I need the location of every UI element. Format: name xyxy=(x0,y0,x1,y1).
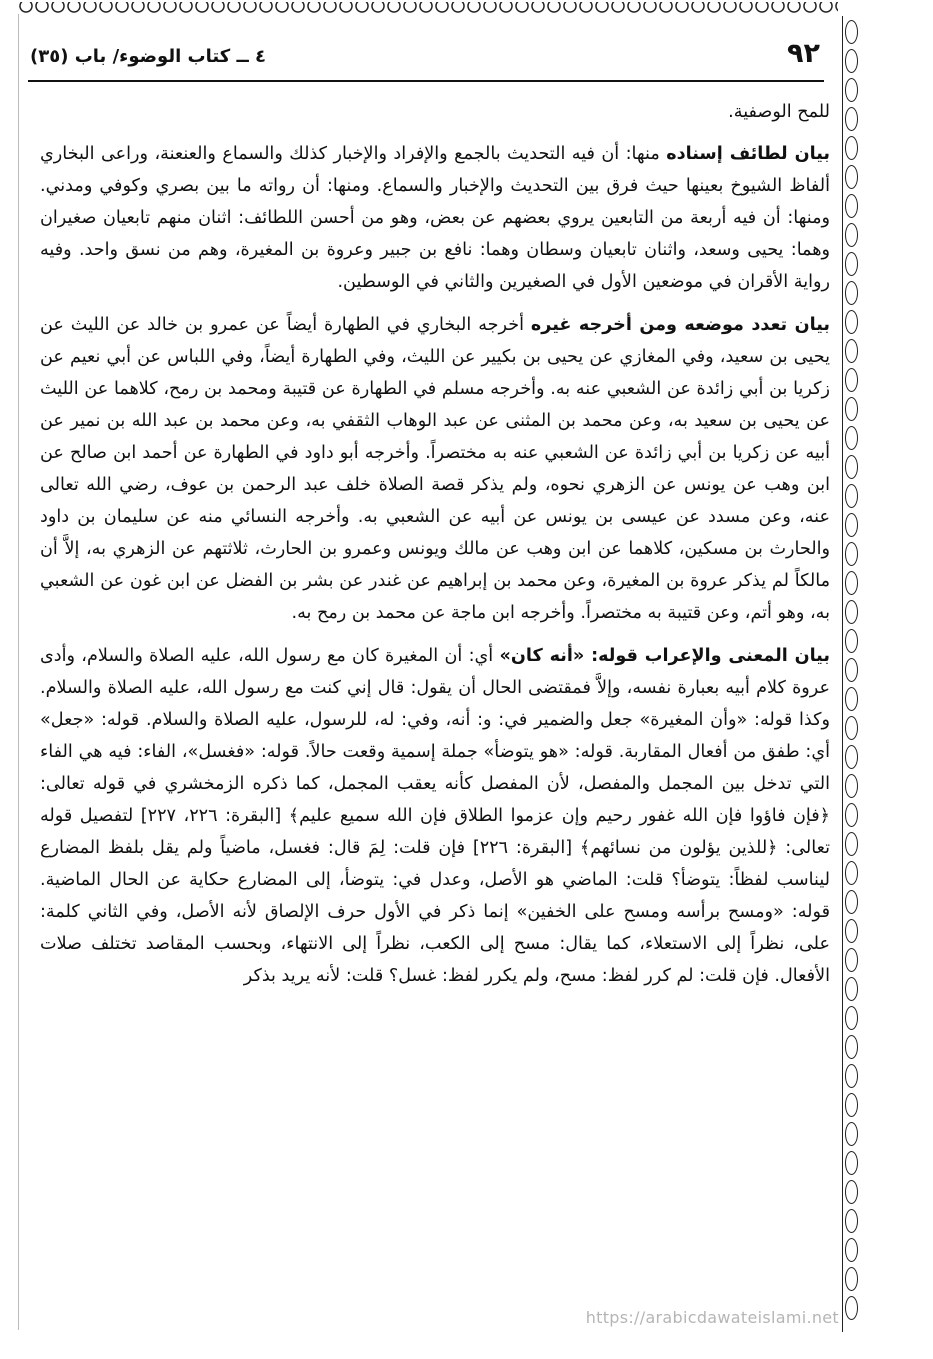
border-ring xyxy=(845,890,858,914)
border-ring xyxy=(845,803,858,827)
border-ring xyxy=(845,1296,858,1320)
paragraph-continuation xyxy=(40,96,830,128)
page-number: ٩٢ xyxy=(787,38,820,69)
border-ring xyxy=(845,571,858,595)
paragraph-isnad-subtleties xyxy=(40,138,830,298)
border-ring xyxy=(845,832,858,856)
border-ring xyxy=(845,455,858,479)
paragraph-sources xyxy=(40,309,830,630)
border-ring xyxy=(845,1180,858,1204)
border-ring xyxy=(845,977,858,1001)
border-ring xyxy=(845,20,858,44)
border-ring xyxy=(845,252,858,276)
border-ring xyxy=(845,1122,858,1146)
border-ring xyxy=(845,774,858,798)
page-header xyxy=(28,40,824,82)
border-ring xyxy=(845,687,858,711)
border-ring xyxy=(845,919,858,943)
border-ring xyxy=(845,1006,858,1030)
border-ring xyxy=(845,194,858,218)
border-ring xyxy=(845,397,858,421)
border-ring xyxy=(845,1035,858,1059)
border-ring xyxy=(845,1093,858,1117)
border-ring xyxy=(845,165,858,189)
border-ring xyxy=(845,513,858,537)
border-ring xyxy=(845,745,858,769)
border-ring xyxy=(845,281,858,305)
border-ring xyxy=(845,107,858,131)
border-ring xyxy=(845,310,858,334)
running-title: ٤ ــ كتاب الوضوء/ باب (٣٥) xyxy=(30,46,267,67)
border-ring xyxy=(845,1064,858,1088)
border-ring xyxy=(845,339,858,363)
border-ring xyxy=(845,629,858,653)
page-body xyxy=(40,96,830,1003)
paragraph-meaning-grammar xyxy=(40,640,830,993)
border-ring xyxy=(845,861,858,885)
border-ring xyxy=(845,542,858,566)
border-ring xyxy=(845,1209,858,1233)
border-ring xyxy=(845,426,858,450)
section-heading: بيان المعنى والإعراب قوله: «أنه كان» xyxy=(499,645,830,666)
border-ring xyxy=(845,49,858,73)
section-heading: بيان تعدد موضعه ومن أخرجه غيره xyxy=(530,314,830,335)
decorative-top-border xyxy=(18,2,838,18)
border-ring xyxy=(845,716,858,740)
section-heading: بيان لطائف إسناده xyxy=(666,144,830,165)
border-ring xyxy=(845,948,858,972)
paragraph-text: منها: أن فيه التحديث بالجمع والإفراد والإخبار كذلك والسماع والعنعنة، وراعى البخاري ألفاظ الشيوخ بعينها حيث فرق بين التحديث والإخبار والسماع. ومنها: أن رواته ما بين بصري وكوفي ومدني. ومنها: أن فيه أربعة من التابعين يروي بعضهم عن بعض، وهو من أحسن اللطائف: اثنان منهم تابعيان صغيران وهما: يحيى وسعد، واثنان تابعيان وسطان وهما: نافع بن جبير وعروة بن المغيرة، وهم من نسق واحد. وفيه رواية الأقران في موضعين الأول في الصغيرين والثاني في الوسطين. xyxy=(40,144,830,293)
border-ring xyxy=(845,136,858,160)
paragraph-text: للمح الوصفية. xyxy=(728,102,830,122)
border-ring xyxy=(845,1267,858,1291)
border-ring xyxy=(845,658,858,682)
border-ring xyxy=(845,223,858,247)
decorative-right-border xyxy=(842,16,861,1332)
paragraph-text: أي: أن المغيرة كان مع رسول الله، عليه الصلاة والسلام، وأدى عروة كلام أبيه بعبارة نفسه، وإلاَّ فمقتضى الحال أن يقول: قال إني كنت مع رسول الله، عليه الصلاة والسلام. وكذا قوله: «وأن المغيرة» جعل والضمير في: و: أنه، وفي: له، للرسول، عليه الصلاة والسلام. قوله: «جعل» أي: طفق من أفعال المقاربة. قوله: «هو يتوضأ» جملة إسمية وقعت حالاً. قوله: «فغسل»، الفاء: فيه هي الفاء التي تدخل بين المجمل والمفصل، لأن المفصل كأنه يعقب المجمل، كما ذكره الزمخشري في قوله تعالى: ﴿فإن فاؤوا فإن الله غفور رحيم وإن عزموا الطلاق فإن الله سميع عليم﴾ [البقرة: ٢٢٦، ٢٢٧] لتفصيل قوله تعالى: ﴿للذين يؤلون من نسائهم﴾ [البقرة: ٢٢٦] فإن قلت: لِمَ قال: فغسل، ماضياً ولم يقل بلفظ المضارع ليناسب لفظاً: يتوضأ؟ قلت: الماضي هو الأصل، وعدل في: يتوضأ، إلى المضارع حكاية عن الحال الماضية. قوله: «ومسح برأسه ومسح على الخفين» إنما ذكر في الأول حرف الإلصاق لأنه الأصل، وفي الثاني كلمة: على، نظراً إلى الاستعلاء، كما يقال: مسح إلى الكعب، نظراً إلى الانتهاء، وبحسب المقاصد تختلف صلات الأفعال. فإن قلت: لم كرر لفظ: مسح، ولم يكرر لفظ: غسل؟ قلت: لأنه يريد بذكر xyxy=(40,645,830,987)
border-ring xyxy=(845,600,858,624)
border-ring xyxy=(845,1151,858,1175)
border-ring xyxy=(845,484,858,508)
watermark-url: https://arabicdawateislami.net xyxy=(585,1308,839,1327)
border-ring xyxy=(845,368,858,392)
left-edge-line xyxy=(18,14,20,1330)
paragraph-text: أخرجه البخاري في الطهارة أيضاً عن عمرو بن خالد عن الليث عن يحيى بن سعيد، وفي المغازي عن يحيى بن بكيير عن الليث، وفي الطهارة أيضاً، وفي اللباس عن أبي نعيم عن زكريا بن أبي زائدة عن الشعبي عنه به. وأخرجه مسلم في الطهارة عن قتيبة ومحمد بن رمح، كلاهما عن الليث عن يحيى بن سعيد به، وعن محمد بن المثنى عن عبد الوهاب الثقفي به، وعن محمد بن عبد الله بن نمير عن أبيه عن زكريا بن أبي زائدة عن الشعبي عنه به مختصراً. وأخرجه أبو داود في الطهارة عن أحمد ابن صالح عن ابن وهب عن يونس عن الزهري نحوه، ولم يذكر قصة الصلاة خلف عبد الرحمن بن عوف، رضي الله تعالى عنه، وعن مسدد عن عيسى بن يونس عن أبيه عن الشعبي به. وأخرجه النسائي منه عن سليمان بن داود والحارث بن مسكين، كلاهما عن ابن وهب عن مالك ويونس وعمرو بن الحارث، ثلاثتهم عن الزهري به، إلاَّ أن مالكاً لم يذكر عروة بن المغيرة، وعن محمد بن إبراهيم عن غندر عن بشر بن الفضل عن ابن غون عن الشعبي به، وهو أتم، وعن قتيبة به مختصراً. وأخرجه ابن ماجة عن محمد بن رمح به. xyxy=(40,314,830,624)
border-ring xyxy=(845,78,858,102)
border-ring xyxy=(845,1238,858,1262)
